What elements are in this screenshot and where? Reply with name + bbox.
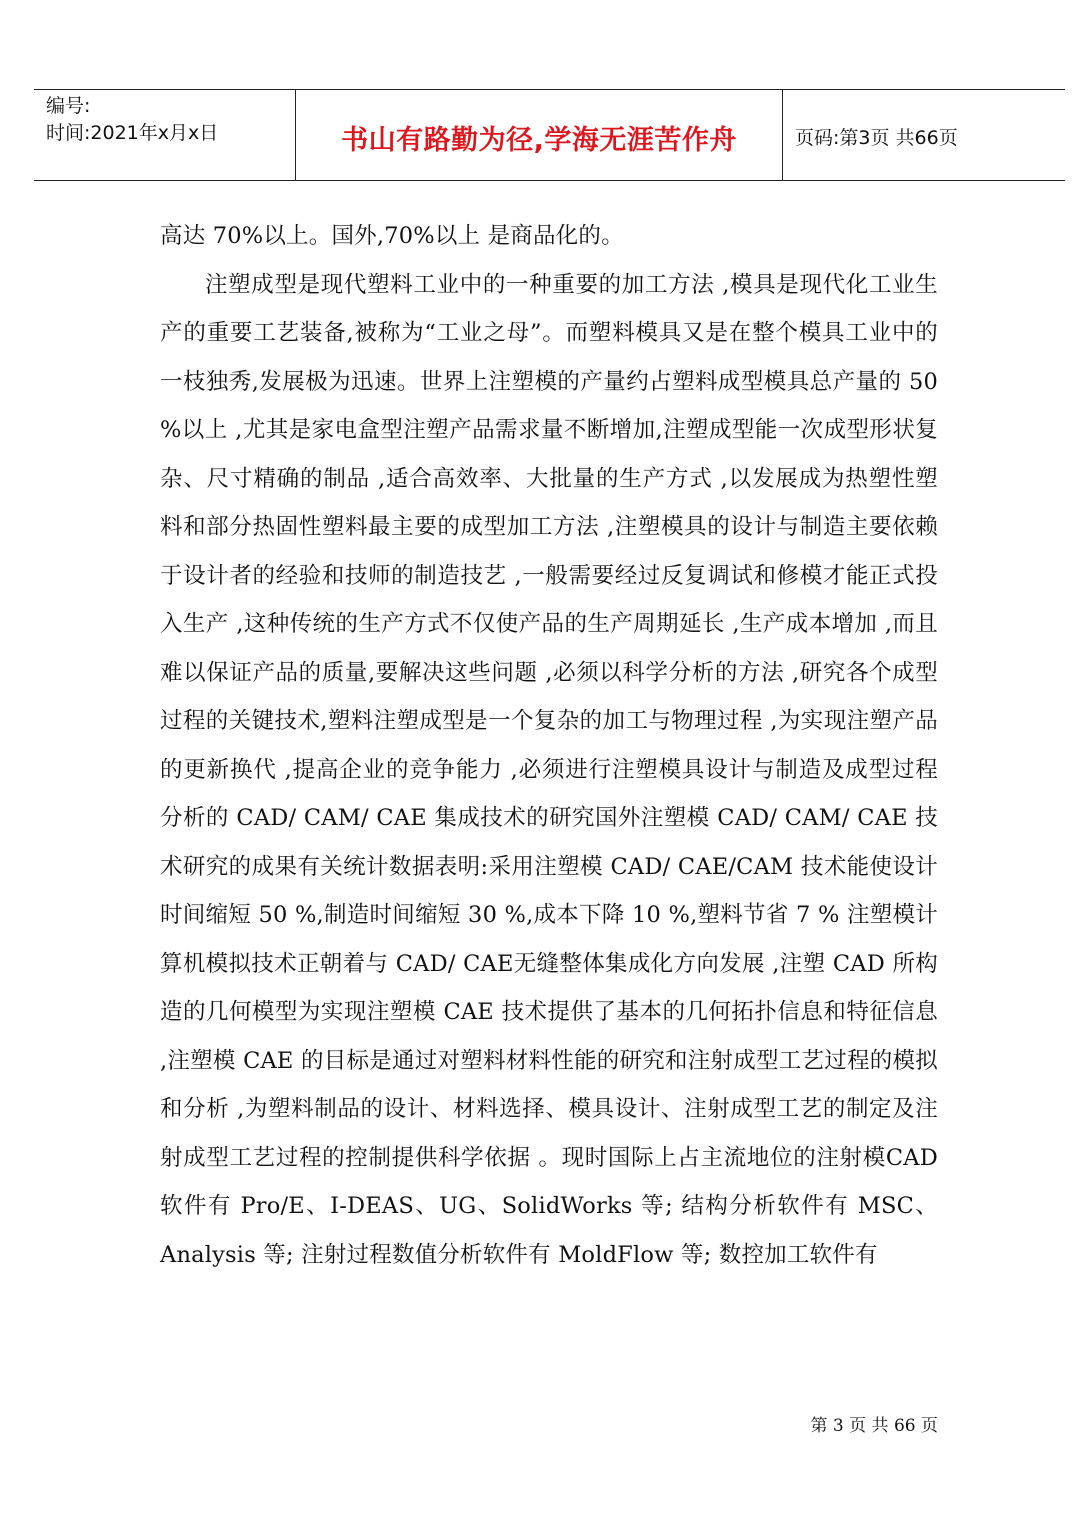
document-body <box>160 212 938 1279</box>
header-meta-cell <box>34 90 296 180</box>
header-page-cell <box>783 90 1065 180</box>
header-motto-cell <box>296 90 783 180</box>
serial-number-label: 编号: <box>46 95 91 117</box>
time-label: 时间:2021年x月x日 <box>46 122 219 144</box>
motto-text: 书山有路勤为径,学海无涯苦作舟 <box>341 125 737 156</box>
page-footer: 第 3 页 共 66 页 <box>810 1416 938 1436</box>
paragraph-injection-molding: 注塑成型是现代塑料工业中的一种重要的加工方法 ,模具是现代化工业生产的重要工艺装备,被称为“工业之母”。而塑料模具又是在整个模具工业中的一枝独秀,发展极为迅速。世界上注塑模的产量约占塑料成型模具总产量的 50 %以上 ,尤其是家电盒型注塑产品需求量不断增加,注塑成型能一次成型形状复杂、尺寸精确的制品 ,适合高效率、大批量的生产方式 ,以发展成为热塑性塑料和部分热固性塑料最主要的成型加工方法 ,注塑模具的设计与制造主要依赖于设计者的经验和技师的制造技艺 ,一般需要经过反复调试和修模才能正式投入生产 ,这种传统的生产方式不仅使产品的生产周期延长 ,生产成本增加 ,而且难以保证产品的质量,要解决这些问题 ,必须以科学分析的方法 ,研究各个成型过程的关键技术,塑料注塑成型是一个复杂的加工与物理过程 ,为实现注塑产品的更新换代 ,提高企业的竞争能力 ,必须进行注塑模具设计与制造及成型过程分析的 CAD/ CAM/ CAE 集成技术的研究国外注塑模 CAD/ CAM/ CAE 技术研究的成果有关统计数据表明:采用注塑模 CAD/ CAE/CAM 技术能使设计时间缩短 50 %,制造时间缩短 30 %,成本下降 10 %,塑料节省 7 % 注塑模计算机模拟技术正朝着与 CAD/ CAE无缝整体集成化方向发展 ,注塑 CAD 所构造的几何模型为实现注塑模 CAE 技术提供了基本的几何拓扑信息和特征信息 ,注塑模 CAE 的目标是通过对塑料材料性能的研究和注射成型工艺过程的模拟和分析 ,为塑料制品的设计、材料选择、模具设计、注射成型工艺的制定及注射成型工艺过程的控制提供科学依据 。现时国际上占主流地位的注射模CAD软件有 Pro/E、I-DEAS、UG、SolidWorks 等; 结构分析软件有 MSC、Analysis 等; 注射过程数值分析软件有 MoldFlow 等; 数控加工软件有 <box>160 271 938 1268</box>
page-header <box>34 89 1065 181</box>
page-info: 页码:第3页 共66页 <box>795 127 958 149</box>
paragraph-continuation: 高达 70%以上。国外,70%以上 是商品化的。 <box>160 223 624 249</box>
